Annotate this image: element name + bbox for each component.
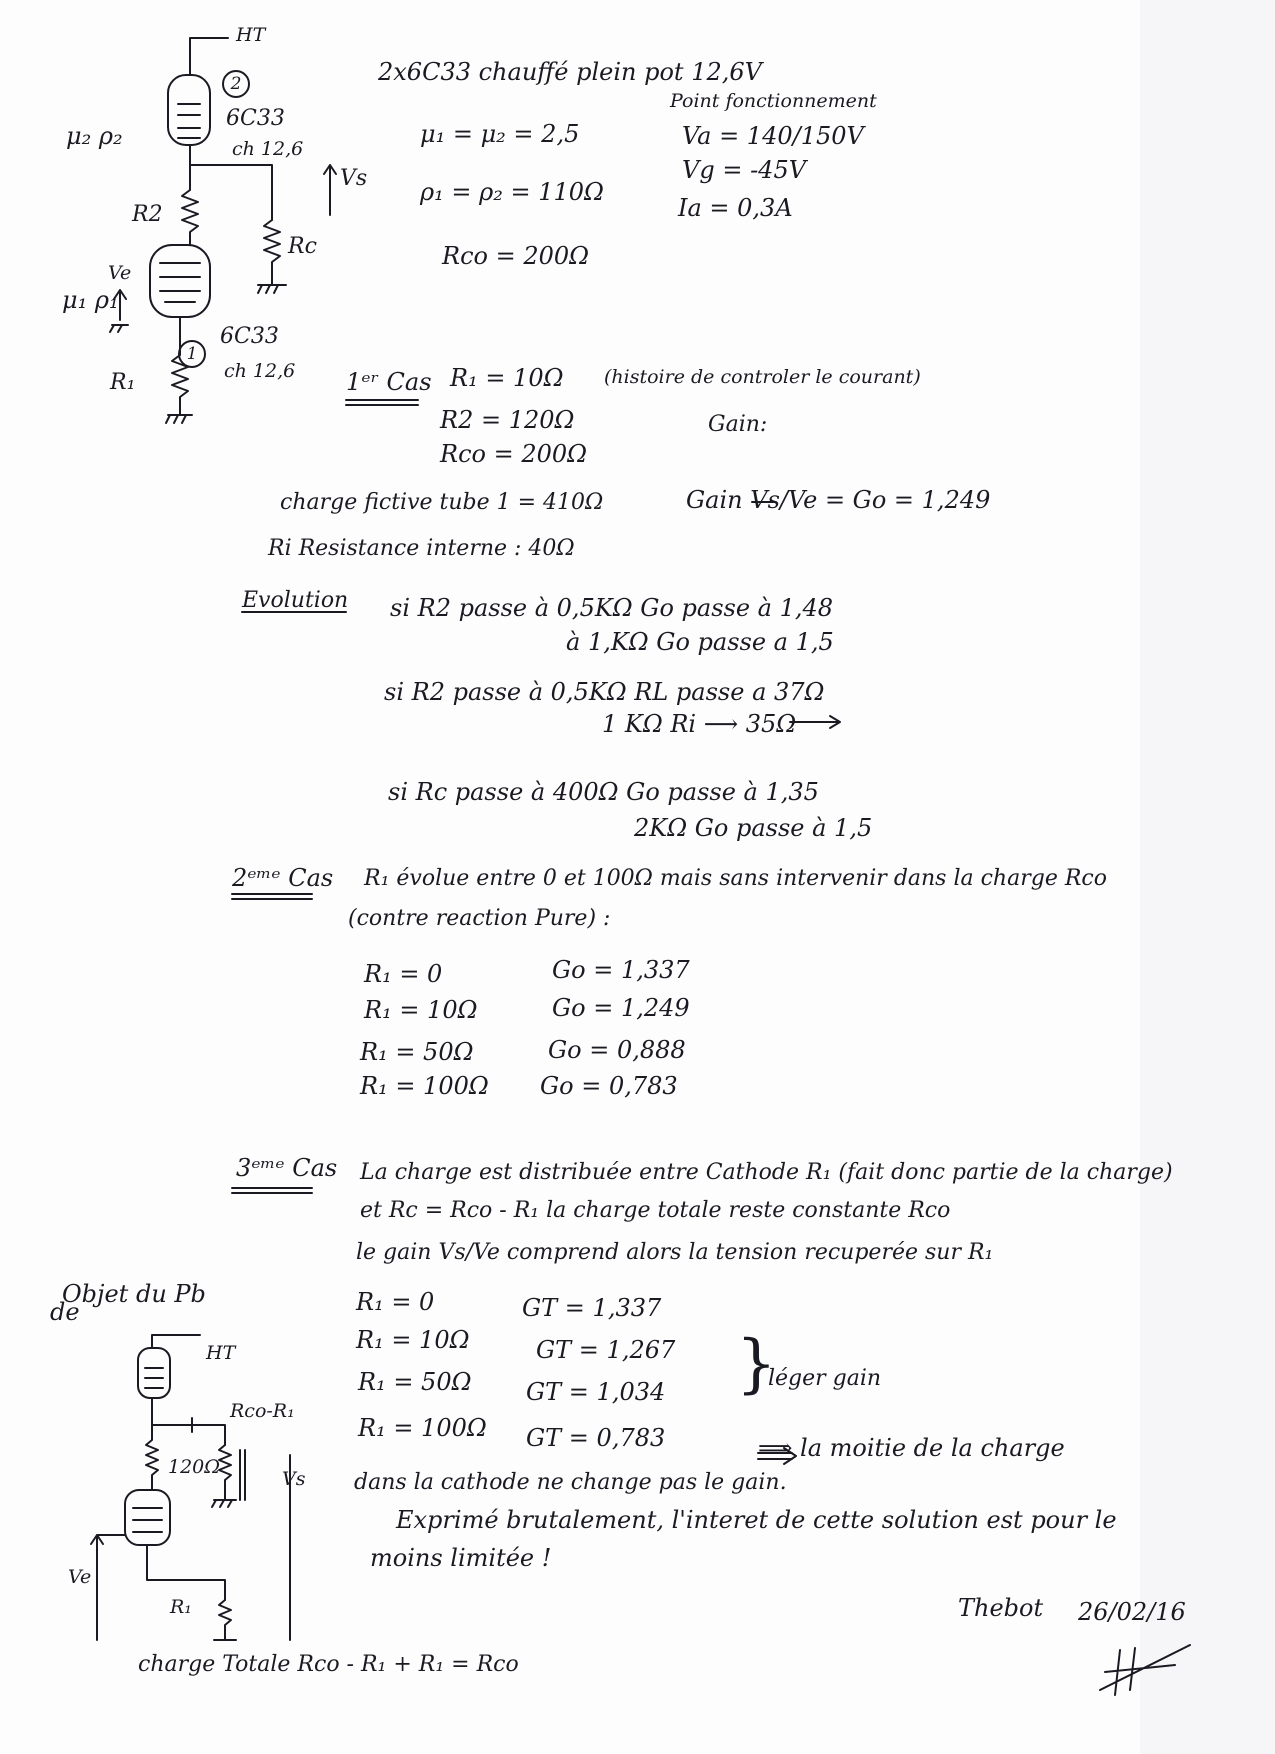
- case1-note: (histoire de controler le courant): [604, 366, 921, 388]
- tube1-heater: ch 12,6: [224, 360, 296, 382]
- case2-heading: 2ᵉᵐᵉ Cas: [232, 864, 334, 892]
- label-ht: HT: [236, 24, 266, 46]
- case1-gain-formula: Gain Vs/Ve = Go = 1,249: [686, 486, 991, 514]
- tube2-heater: ch 12,6: [232, 138, 304, 160]
- tube1-params: μ₁ ρ₁: [62, 286, 119, 314]
- tube2-type: 6C33: [226, 106, 285, 131]
- case2-r1-row3: R₁ = 50Ω: [360, 1038, 474, 1066]
- objet-rco-r1: Rco-R₁: [230, 1400, 295, 1422]
- case3-line1: La charge est distribuée entre Cathode R₁ (fait donc partie de la charge): [360, 1160, 1173, 1185]
- objet-r120: 120Ω: [168, 1456, 221, 1478]
- label-vs: Vs: [340, 166, 368, 191]
- case3-line2: et Rc = Rco - R₁ la charge totale reste constante Rco: [360, 1198, 951, 1223]
- case1-rco: Rco = 200Ω: [440, 440, 588, 468]
- objet-ve: Ve: [68, 1566, 92, 1588]
- objet-r1: R₁: [170, 1596, 192, 1618]
- objet-footer: charge Totale Rco - R₁ + R₁ = Rco: [138, 1652, 519, 1677]
- header-rco: Rco = 200Ω: [442, 242, 590, 270]
- signature-date: 26/02/16: [1078, 1598, 1186, 1626]
- brace-icon: }: [736, 1327, 777, 1401]
- case2-g-row1: Go = 1,337: [552, 956, 690, 984]
- case1-r1: R₁ = 10Ω: [450, 364, 564, 392]
- op-vg: Vg = -45V: [682, 156, 807, 184]
- case3-heading: 3ᵉᵐᵉ Cas: [236, 1154, 338, 1182]
- case3-arrow-note: ⟹ la moitie de la charge: [758, 1434, 1065, 1462]
- case3-line4: dans la cathode ne change pas le gain.: [354, 1470, 787, 1495]
- case3-g-row4: GT = 0,783: [526, 1424, 666, 1452]
- case2-g-row4: Go = 0,783: [540, 1072, 678, 1100]
- op-point-title: Point fonctionnement: [670, 90, 877, 112]
- tube1-number: 1: [178, 340, 206, 368]
- case3-g-row1: GT = 1,337: [522, 1294, 662, 1322]
- evolution-row-6: 2KΩ Go passe à 1,5: [634, 814, 873, 842]
- header-title: 2x6C33 chauffé plein pot 12,6V: [378, 58, 762, 86]
- evolution-row-4: 1 KΩ Ri ⟶ 35Ω: [602, 710, 797, 738]
- label-rc: Rc: [288, 234, 317, 259]
- case2-g-row2: Go = 1,249: [552, 994, 690, 1022]
- label-r1: R₁: [110, 370, 136, 395]
- case2-r1-row1: R₁ = 0: [364, 960, 443, 988]
- header-rho: ρ₁ = ρ₂ = 110Ω: [420, 178, 604, 206]
- tube2-params: μ₂ ρ₂: [66, 122, 123, 150]
- case2-text1: R₁ évolue entre 0 et 100Ω mais sans intervenir dans la charge Rco: [364, 866, 1107, 891]
- evolution-row-1: si R2 passe à 0,5KΩ Go passe à 1,48: [390, 594, 834, 622]
- op-va: Va = 140/150V: [682, 122, 864, 150]
- tube1-type: 6C33: [220, 324, 279, 349]
- case3-line6: moins limitée !: [370, 1544, 552, 1572]
- objet-title: Objet du Pb: [62, 1280, 206, 1308]
- tube2-number: 2: [222, 70, 250, 98]
- case1-heading: 1ᵉʳ Cas: [346, 368, 432, 396]
- label-ve: Ve: [108, 262, 132, 284]
- case3-line3: le gain Vs/Ve comprend alors la tension recuperée sur R₁: [356, 1240, 994, 1265]
- case3-g-row2: GT = 1,267: [536, 1336, 676, 1364]
- evolution-row-3: si R2 passe à 0,5KΩ RL passe a 37Ω: [384, 678, 825, 706]
- case2-r1-row4: R₁ = 100Ω: [360, 1072, 489, 1100]
- case2-r1-row2: R₁ = 10Ω: [364, 996, 478, 1024]
- objet-vs: Vs: [282, 1468, 306, 1490]
- op-ia: Ia = 0,3A: [678, 194, 793, 222]
- evolution-row-5: si Rc passe à 400Ω Go passe à 1,35: [388, 778, 819, 806]
- case2-g-row3: Go = 0,888: [548, 1036, 686, 1064]
- objet-de: de: [50, 1298, 80, 1326]
- case3-brace-note: léger gain: [768, 1366, 882, 1391]
- header-mu: μ₁ = μ₂ = 2,5: [420, 120, 580, 148]
- case3-line5: Exprimé brutalement, l'interet de cette solution est pour le: [396, 1506, 1117, 1534]
- case1-ri: Ri Resistance interne : 40Ω: [268, 536, 575, 561]
- evolution-row-2: à 1,KΩ Go passe a 1,5: [566, 628, 834, 656]
- case2-text2: (contre reaction Pure) :: [348, 906, 611, 931]
- signature-name: Thebot: [958, 1594, 1044, 1622]
- case3-r1-row4: R₁ = 100Ω: [358, 1414, 487, 1442]
- case3-r1-row3: R₁ = 50Ω: [358, 1368, 472, 1396]
- case3-r1-row1: R₁ = 0: [356, 1288, 435, 1316]
- case1-r2: R2 = 120Ω: [440, 406, 575, 434]
- case1-charge: charge fictive tube 1 = 410Ω: [280, 490, 604, 515]
- case1-gain-label: Gain:: [708, 412, 768, 437]
- case3-g-row3: GT = 1,034: [526, 1378, 666, 1406]
- objet-ht: HT: [206, 1342, 236, 1364]
- label-r2: R2: [132, 202, 163, 227]
- evolution-heading: Evolution: [242, 588, 349, 613]
- case3-r1-row2: R₁ = 10Ω: [356, 1326, 470, 1354]
